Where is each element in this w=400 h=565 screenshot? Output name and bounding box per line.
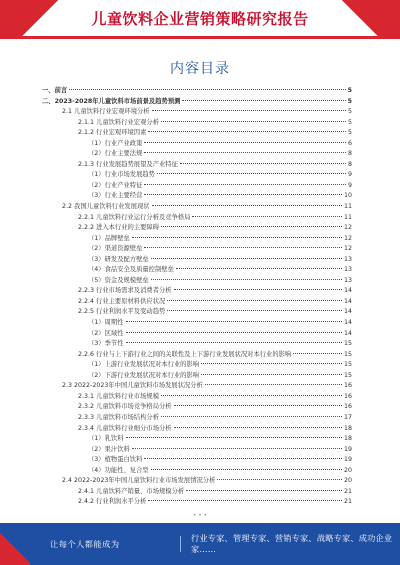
toc-entry-page: 21 — [343, 487, 352, 495]
toc-entry[interactable] — [42, 244, 352, 255]
toc-entry-page: 13 — [343, 276, 352, 284]
toc-entry-text: 2.4.1 儿童饮料产销量、市场规模分析 — [78, 487, 185, 495]
toc-entry-page: 16 — [343, 382, 352, 390]
toc-entry-text: （5）资金及规模壁垒 — [88, 276, 149, 284]
toc-entry[interactable] — [42, 434, 352, 445]
toc-entry[interactable] — [42, 181, 352, 192]
toc-entry-page: 18 — [343, 435, 352, 443]
footer-divider — [180, 536, 181, 552]
toc-leader-dots — [161, 416, 342, 417]
toc-entry-text: 2.3.4 儿童饮料行业细分市场分析 — [78, 424, 172, 432]
toc-entry-text: 2.1.3 行业发展趋势展望及产业特征 — [78, 160, 178, 168]
toc-leader-dots — [174, 405, 342, 406]
toc-entry[interactable] — [42, 276, 352, 287]
toc-leader-dots — [151, 469, 342, 470]
toc-entry[interactable] — [42, 350, 352, 361]
toc-entry[interactable] — [42, 360, 352, 371]
toc-leader-dots — [69, 89, 345, 90]
footer-slogan-left: 让每个人都能成为 — [50, 538, 120, 549]
toc-entry[interactable] — [42, 497, 352, 506]
toc-entry[interactable] — [42, 118, 352, 129]
toc-leader-dots — [174, 427, 342, 428]
toc-leader-dots — [167, 310, 342, 311]
toc-entry-text: （2）行业产业特征 — [88, 181, 143, 189]
toc-entry-page: 15 — [343, 350, 352, 358]
toc-leader-dots — [161, 121, 346, 122]
toc-entry-text: 2.4 2022-2023年中国儿童饮料行业市场发展情况分析 — [62, 477, 216, 485]
toc-entry-text: （3）研发及配方壁垒 — [88, 255, 149, 263]
toc-entry-page: 9 — [347, 171, 352, 179]
toc-entry[interactable] — [42, 265, 352, 276]
toc-leader-dots — [126, 321, 342, 322]
toc-leader-dots — [144, 142, 346, 143]
toc-entry[interactable] — [42, 318, 352, 329]
toc-entry-text: 2.3.2 儿童饮料市场竞争格局分析 — [78, 403, 172, 411]
toc-entry[interactable] — [42, 476, 352, 487]
toc-entry-page: 8 — [347, 160, 352, 168]
toc-leader-dots — [132, 448, 342, 449]
footer-accent-corner — [0, 523, 30, 565]
toc-entry-text: （2）果汁饮料 — [88, 445, 130, 453]
toc-entry-text: 2.2.4 行业主要原材料供应状况 — [78, 297, 166, 305]
toc-entry[interactable] — [42, 455, 352, 466]
toc-leader-dots — [151, 258, 342, 259]
toc-leader-dots — [157, 173, 346, 174]
toc-entry-page: 9 — [347, 181, 352, 189]
toc-entry[interactable] — [42, 255, 352, 266]
toc-entry-text: （2）行业主要法规 — [88, 150, 143, 158]
toc-entry[interactable] — [42, 223, 352, 234]
toc-entry-page: 14 — [343, 329, 352, 337]
toc-entry[interactable] — [42, 213, 352, 224]
toc-entry-page: 15 — [343, 371, 352, 379]
toc-entry[interactable] — [42, 466, 352, 477]
toc-leader-dots — [144, 184, 346, 185]
toc-entry-text: 2.1 儿童饮料行业宏观环境分析 — [62, 108, 150, 116]
toc-entry-page: 8 — [347, 150, 352, 158]
toc-entry[interactable] — [42, 170, 352, 181]
toc-leader-dots — [144, 194, 342, 195]
toc-entry-page: 12 — [343, 234, 352, 242]
toc-entry-page: 5 — [347, 97, 352, 105]
toc-list — [42, 86, 352, 506]
toc-entry-text: （1）乳饮料 — [88, 435, 124, 443]
toc-entry-text: 二、2023-2028年儿童饮料市场前景及趋势预测 — [42, 97, 181, 105]
toc-entry-page: 20 — [343, 466, 352, 474]
toc-entry-page: 16 — [343, 403, 352, 411]
footer-slogan-right: 行业专家、管理专家、营销专家、战略专家、成功企业家…… — [191, 533, 393, 554]
toc-leader-dots — [217, 479, 342, 480]
toc-entry[interactable] — [42, 149, 352, 160]
toc-entry[interactable] — [42, 97, 352, 108]
toc-entry-text: 2.4.2 行业利润水平分析 — [78, 498, 147, 506]
toc-entry[interactable] — [42, 413, 352, 424]
toc-entry[interactable] — [42, 191, 352, 202]
toc-leader-dots — [148, 500, 342, 501]
toc-entry-page: 12 — [343, 224, 352, 232]
toc-leader-dots — [144, 458, 342, 459]
toc-entry[interactable] — [42, 445, 352, 456]
toc-entry-page: 12 — [343, 245, 352, 253]
toc-entry-text: 2.2 我国儿童饮料行业发展现状 — [62, 203, 150, 211]
toc-leader-dots — [144, 247, 342, 248]
toc-leader-dots — [186, 490, 342, 491]
toc-entry-page: 10 — [343, 192, 352, 200]
toc-entry-text: 2.1.2 行业宏观环境因素 — [78, 129, 147, 137]
toc-entry-text: （1）品牌壁垒 — [88, 234, 130, 242]
toc-entry-text: （4）食品安全及质量控制壁垒 — [88, 266, 174, 274]
toc-entry-page: 5 — [347, 108, 352, 116]
toc-entry-text: （3）季节性 — [88, 340, 124, 348]
page-indicator: • • • — [192, 512, 208, 519]
toc-entry[interactable] — [42, 160, 352, 171]
toc-entry[interactable] — [42, 128, 352, 139]
toc-leader-dots — [201, 363, 342, 364]
toc-leader-dots — [182, 100, 345, 101]
toc-leader-dots — [126, 437, 342, 438]
toc-leader-dots — [144, 152, 346, 153]
toc-entry-text: 2.2.5 行业利润水平及变动趋势 — [78, 308, 166, 316]
toc-entry-page: 19 — [343, 456, 352, 464]
toc-leader-dots — [167, 300, 342, 301]
toc-entry-text: （2）区域性 — [88, 329, 124, 337]
toc-entry[interactable] — [42, 202, 352, 213]
toc-entry-page: 15 — [343, 340, 352, 348]
toc-entry-text: （2）下游行业发展状况对本行业的影响 — [88, 371, 200, 379]
toc-entry-page: 20 — [343, 477, 352, 485]
toc-entry-text: 一、前言 — [42, 87, 68, 94]
toc-entry-text: 2.2.3 行业市场需求及消费者分析 — [78, 287, 172, 295]
toc-leader-dots — [201, 374, 342, 375]
toc-entry-page: 5 — [347, 87, 352, 94]
toc-entry-text: （1）行业产业政策 — [88, 139, 143, 147]
toc-entry[interactable] — [42, 286, 352, 297]
toc-entry-text: （3）植物蛋白饮料 — [88, 456, 143, 464]
footer-bar — [0, 523, 400, 565]
toc-entry[interactable] — [42, 307, 352, 318]
toc-leader-dots — [176, 268, 342, 269]
toc-entry-page: 14 — [343, 287, 352, 295]
toc-leader-dots — [293, 353, 342, 354]
toc-entry-text: （1）上游行业发展状况对本行业的影响 — [88, 361, 200, 369]
toc-entry[interactable] — [42, 139, 352, 150]
toc-entry-text: 2.2.6 行业与上下游行业之间的关联性及上下游行业发展状况对本行业的影响 — [78, 350, 292, 358]
toc-entry-page: 15 — [343, 361, 352, 369]
toc-leader-dots — [126, 342, 342, 343]
toc-entry[interactable] — [42, 424, 352, 435]
toc-leader-dots — [174, 289, 342, 290]
toc-entry-text: 2.3 2022-2023年中国儿童饮料市场发展状况分析 — [62, 382, 203, 390]
toc-leader-dots — [161, 395, 342, 396]
toc-leader-dots — [151, 279, 342, 280]
toc-entry-page: 13 — [343, 266, 352, 274]
toc-entry[interactable] — [42, 297, 352, 308]
toc-entry-text: 2.3.3 儿童饮料市场结构分析 — [78, 413, 159, 421]
toc-entry-page: 16 — [343, 392, 352, 400]
toc-entry-text: （1）周期性 — [88, 319, 124, 327]
toc-leader-dots — [152, 110, 346, 111]
toc-entry[interactable] — [42, 487, 352, 498]
toc-entry-text: 2.1.1 儿童饮料行业宏观分析 — [78, 118, 159, 126]
toc-leader-dots — [152, 205, 342, 206]
toc-entry[interactable] — [42, 329, 352, 340]
toc-entry-page: 5 — [347, 118, 352, 126]
toc-entry[interactable] — [42, 381, 352, 392]
toc-entry-page: 21 — [343, 498, 352, 506]
toc-entry-text: （4）功能性、复合型 — [88, 466, 149, 474]
toc-entry-page: 14 — [343, 319, 352, 327]
toc-entry-page: 19 — [343, 445, 352, 453]
toc-entry-page: 14 — [343, 308, 352, 316]
toc-entry-page: 11 — [343, 203, 352, 211]
toc-leader-dots — [205, 384, 342, 385]
toc-entry-page: 18 — [343, 424, 352, 432]
toc-entry[interactable] — [42, 86, 352, 97]
toc-entry-page: 11 — [343, 213, 352, 221]
toc-leader-dots — [192, 216, 342, 217]
toc-leader-dots — [132, 237, 342, 238]
toc-entry-page: 14 — [343, 297, 352, 305]
toc-leader-dots — [161, 226, 342, 227]
toc-entry-page: 13 — [343, 255, 352, 263]
toc-entry-text: （2）渠道资源壁垒 — [88, 245, 143, 253]
toc-leader-dots — [126, 332, 342, 333]
toc-leader-dots — [148, 131, 346, 132]
toc-entry[interactable] — [42, 402, 352, 413]
header-accent-line — [0, 36, 400, 39]
toc-entry-text: （3）行业主要经营 — [88, 192, 143, 200]
toc-entry-page: 17 — [343, 413, 352, 421]
toc-entry[interactable] — [42, 107, 352, 118]
toc-leader-dots — [180, 163, 346, 164]
report-title: 儿童饮料企业营销策略研究报告 — [91, 10, 309, 28]
toc-entry[interactable] — [42, 339, 352, 350]
toc-entry-page: 5 — [347, 129, 352, 137]
toc-entry-text: （1）行业市场发展趋势 — [88, 171, 155, 179]
toc-entry[interactable] — [42, 371, 352, 382]
toc-title: 内容目录 — [170, 61, 230, 77]
toc-entry-page: 6 — [347, 139, 352, 147]
toc-entry-text: 2.2.2 进入本行业的主要障碍 — [78, 224, 159, 232]
toc-entry[interactable] — [42, 392, 352, 403]
toc-entry-text: 2.2.1 儿童饮料行业运行分析及竞争格局 — [78, 213, 191, 221]
toc-entry-text: 2.3.1 儿童饮料行业市场规模 — [78, 392, 159, 400]
toc-entry[interactable] — [42, 234, 352, 245]
